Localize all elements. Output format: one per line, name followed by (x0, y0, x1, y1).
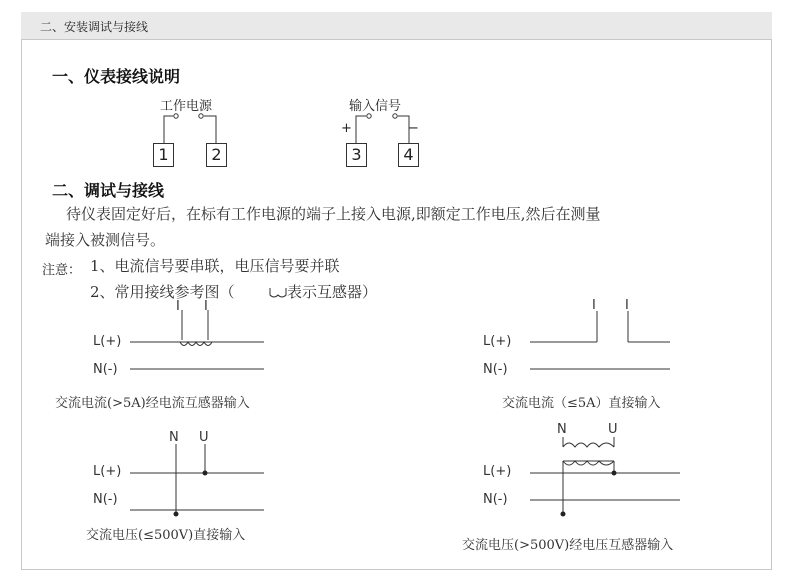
pt-voltage-terminal-u: U (608, 422, 618, 437)
pt-voltage-node-u (612, 471, 617, 476)
signal-plus-sign: + (341, 121, 352, 136)
direct-current-caption: 交流电流（≤5A）直接输入 (502, 396, 661, 411)
pt-voltage-caption: 交流电压(>500V)经电压互感器输入 (462, 538, 674, 553)
terminal-1: 1 (153, 143, 174, 167)
pt-voltage-diagram (530, 437, 680, 514)
pt-voltage-terminal-n: N (557, 422, 567, 437)
signal-terminal-leads (356, 114, 409, 143)
terminal-2: 2 (206, 143, 227, 167)
ct-current-diagram (130, 310, 264, 369)
direct-current-terminal-i-left: I (592, 298, 596, 313)
direct-current-line-neg-label: N(-) (483, 362, 508, 377)
debug-wiring-heading: 二、调试与接线 (52, 181, 165, 200)
note-item-2: 2、常用接线参考图（ (90, 283, 235, 301)
signal-minus-sign: − (408, 121, 419, 136)
direct-voltage-node-n (174, 512, 179, 517)
signal-group-label: 输入信号 (349, 99, 402, 114)
direct-voltage-line-neg-label: N(-) (93, 492, 118, 507)
ct-current-line-neg-label: N(-) (93, 362, 118, 377)
direct-voltage-terminal-u: U (199, 430, 209, 445)
ct-current-terminal-i-left: I (176, 299, 180, 314)
direct-current-line-pos-label: L(+) (483, 334, 512, 349)
power-group-label: 工作电源 (160, 99, 213, 114)
terminal-4: 4 (398, 143, 419, 167)
direct-voltage-node-u (203, 471, 208, 476)
direct-current-terminal-i-right: I (625, 298, 629, 313)
ct-current-line-pos-label: L(+) (93, 334, 122, 349)
direct-current-diagram (530, 311, 670, 369)
direct-voltage-terminal-n: N (169, 430, 179, 445)
power-terminal-leads (164, 114, 216, 143)
direct-voltage-line-pos-label: L(+) (93, 464, 122, 479)
pt-voltage-line-pos-label: L(+) (483, 464, 512, 479)
debug-paragraph-line2: 端接入被测信号。 (45, 231, 166, 249)
pt-voltage-node-n (561, 512, 566, 517)
note-item-1: 1、电流信号要串联，电压信号要并联 (90, 257, 340, 275)
ct-current-terminal-i-right: I (204, 299, 208, 314)
terminal-3: 3 (346, 143, 367, 167)
note-item-2-suffix: 表示互感器） (287, 283, 378, 301)
debug-paragraph-line1: 待仪表固定好后，在标有工作电源的端子上接入电源,即额定工作电压,然后在测量 (66, 205, 601, 223)
direct-voltage-diagram (130, 444, 264, 514)
ct-current-caption: 交流电流(>5A)经电流互感器输入 (55, 396, 250, 411)
note-label: 注意： (42, 263, 82, 278)
meter-wiring-heading: 一、仪表接线说明 (52, 67, 181, 86)
direct-voltage-caption: 交流电压(≤500V)直接输入 (86, 528, 246, 543)
pt-voltage-line-neg-label: N(-) (483, 492, 508, 507)
section-header-title: 二、安装调试与接线 (40, 20, 149, 34)
ct-legend-icon (270, 288, 286, 297)
